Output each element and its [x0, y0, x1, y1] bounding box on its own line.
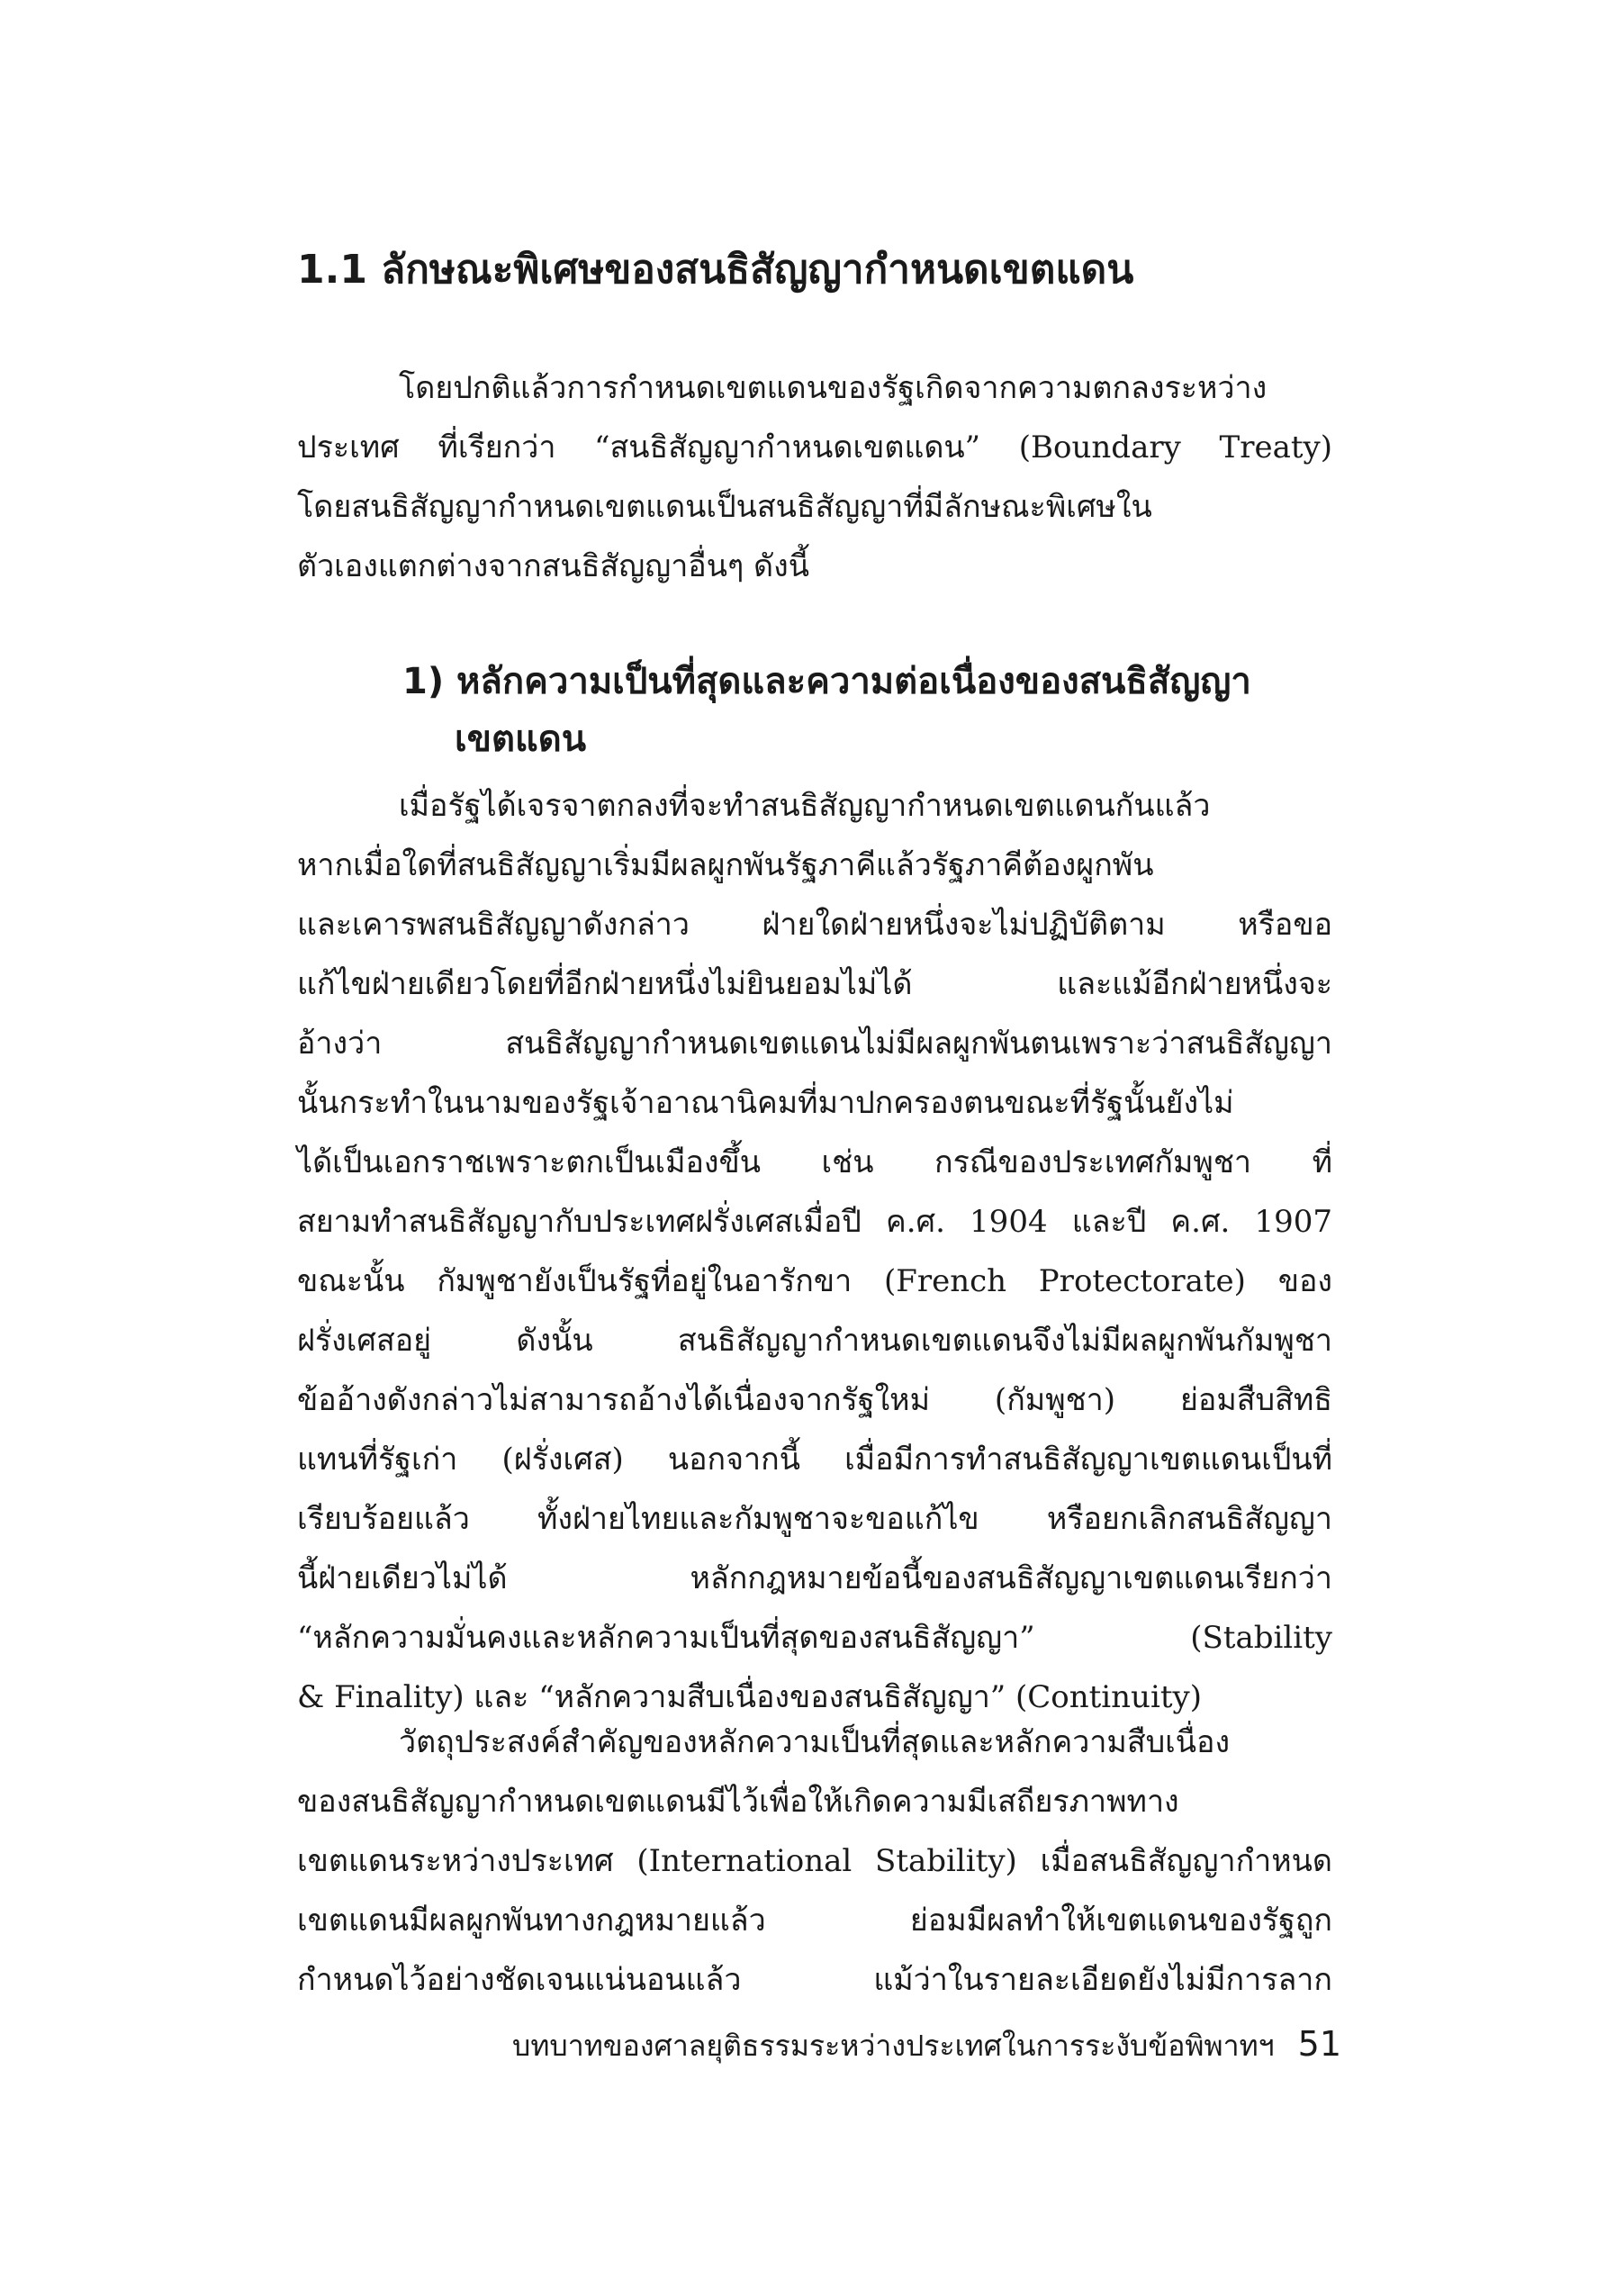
- paragraph-line: ประเทศ ที่เรียกว่า “สนธิสัญญากำหนดเขตแดน” (Boundary Treaty): [297, 429, 1332, 466]
- subsection-heading: [402, 653, 1348, 768]
- paragraph-line: ตัวเองแตกต่างจากสนธิสัญญาอื่นๆ ดังนี้: [297, 548, 809, 584]
- subsection-heading-line: เขตแดน: [455, 719, 587, 760]
- paragraph-line: ฝรั่งเศสอยู่ ดังนั้น สนธิสัญญากำหนดเขตแดนจึงไม่มีผลผูกพันกัมพูชา: [297, 1323, 1332, 1359]
- paragraph-line: อ้างว่า สนธิสัญญากำหนดเขตแดนไม่มีผลผูกพันตนเพราะว่าสนธิสัญญา: [297, 1026, 1332, 1062]
- paragraph-line: “หลักความมั่นคงและหลักความเป็นที่สุดของสนธิสัญญา” (Stability: [297, 1620, 1332, 1656]
- paragraph-line: และเคารพสนธิสัญญาดังกล่าว ฝ่ายใดฝ่ายหนึ่งจะไม่ปฏิบัติตาม หรือขอ: [297, 907, 1332, 943]
- intro-paragraph: [297, 358, 1332, 596]
- paragraph-line: แทนที่รัฐเก่า (ฝรั่งเศส) นอกจากนี้ เมื่อมีการทำสนธิสัญญาเขตแดนเป็นที่: [297, 1442, 1332, 1478]
- paragraph-line: ของสนธิสัญญากำหนดเขตแดนมีไว้เพื่อให้เกิดความมีเสถียรภาพทาง: [297, 1784, 1179, 1820]
- paragraph-line: วัตถุประสงค์สำคัญของหลักความเป็นที่สุดและหลักความสืบเนื่อง: [399, 1724, 1231, 1760]
- paragraph-line: ข้ออ้างดังกล่าวไม่สามารถอ้างได้เนื่องจากรัฐใหม่ (กัมพูชา) ย่อมสืบสิทธิ: [297, 1382, 1332, 1418]
- paragraph-line: เมื่อรัฐได้เจรจาตกลงที่จะทำสนธิสัญญากำหนดเขตแดนกันแล้ว: [399, 788, 1211, 824]
- paragraph-line: นั้นกระทำในนามของรัฐเจ้าอาณานิคมที่มาปกครองตนขณะที่รัฐนั้นยังไม่: [297, 1085, 1234, 1121]
- paragraph-line: สยามทำสนธิสัญญากับประเทศฝรั่งเศสเมื่อปี ค.ศ. 1904 และปี ค.ศ. 1907: [297, 1204, 1332, 1240]
- paragraph-line: นี้ฝ่ายเดียวไม่ได้ หลักกฎหมายข้อนี้ของสนธิสัญญาเขตแดนเรียกว่า: [297, 1560, 1332, 1596]
- body-paragraph-2: [297, 1713, 1332, 2010]
- paragraph-line: โดยปกติแล้วการกำหนดเขตแดนของรัฐเกิดจากความตกลงระหว่าง: [399, 370, 1268, 406]
- paragraph-line: หากเมื่อใดที่สนธิสัญญาเริ่มมีผลผูกพันรัฐภาคีแล้วรัฐภาคีต้องผูกพัน: [297, 847, 1154, 883]
- paragraph-line: แก้ไขฝ่ายเดียวโดยที่อีกฝ่ายหนึ่งไม่ยินยอมไม่ได้ และแม้อีกฝ่ายหนึ่งจะ: [297, 966, 1332, 1002]
- body-paragraph: [297, 776, 1332, 1727]
- paragraph-line: กำหนดไว้อย่างชัดเจนแน่นอนแล้ว แม้ว่าในรายละเอียดยังไม่มีการลาก: [297, 1962, 1332, 1998]
- paragraph-line: เขตแดนระหว่างประเทศ (International Stability) เมื่อสนธิสัญญากำหนด: [297, 1843, 1332, 1879]
- section-heading: 1.1 ลักษณะพิเศษของสนธิสัญญากำหนดเขตแดน: [297, 247, 1134, 293]
- paragraph-line: โดยสนธิสัญญากำหนดเขตแดนเป็นสนธิสัญญาที่มีลักษณะพิเศษใน: [297, 489, 1152, 525]
- paragraph-line: ขณะนั้น กัมพูชายังเป็นรัฐที่อยู่ในอารักขา (French Protectorate) ของ: [297, 1263, 1332, 1299]
- running-title: บทบาทของศาลยุติธรรมระหว่างประเทศในการระงับข้อพิพาทฯ: [512, 2029, 1275, 2063]
- paragraph-line: เขตแดนมีผลผูกพันทางกฎหมายแล้ว ย่อมมีผลทำให้เขตแดนของรัฐถูก: [297, 1903, 1332, 1939]
- paragraph-line: เรียบร้อยแล้ว ทั้งฝ่ายไทยและกัมพูชาจะขอแก้ไข หรือยกเลิกสนธิสัญญา: [297, 1501, 1332, 1537]
- page-footer: [486, 2021, 1341, 2068]
- page-number: 51: [1297, 2024, 1341, 2064]
- paragraph-line: & Finality) และ “หลักความสืบเนื่องของสนธิสัญญา” (Continuity): [297, 1679, 1202, 1715]
- subsection-heading-line: 1) หลักความเป็นที่สุดและความต่อเนื่องของสนธิสัญญา: [402, 661, 1251, 702]
- paragraph-line: ได้เป็นเอกราชเพราะตกเป็นเมืองขึ้น เช่น กรณีของประเทศกัมพูชา ที่: [297, 1144, 1332, 1180]
